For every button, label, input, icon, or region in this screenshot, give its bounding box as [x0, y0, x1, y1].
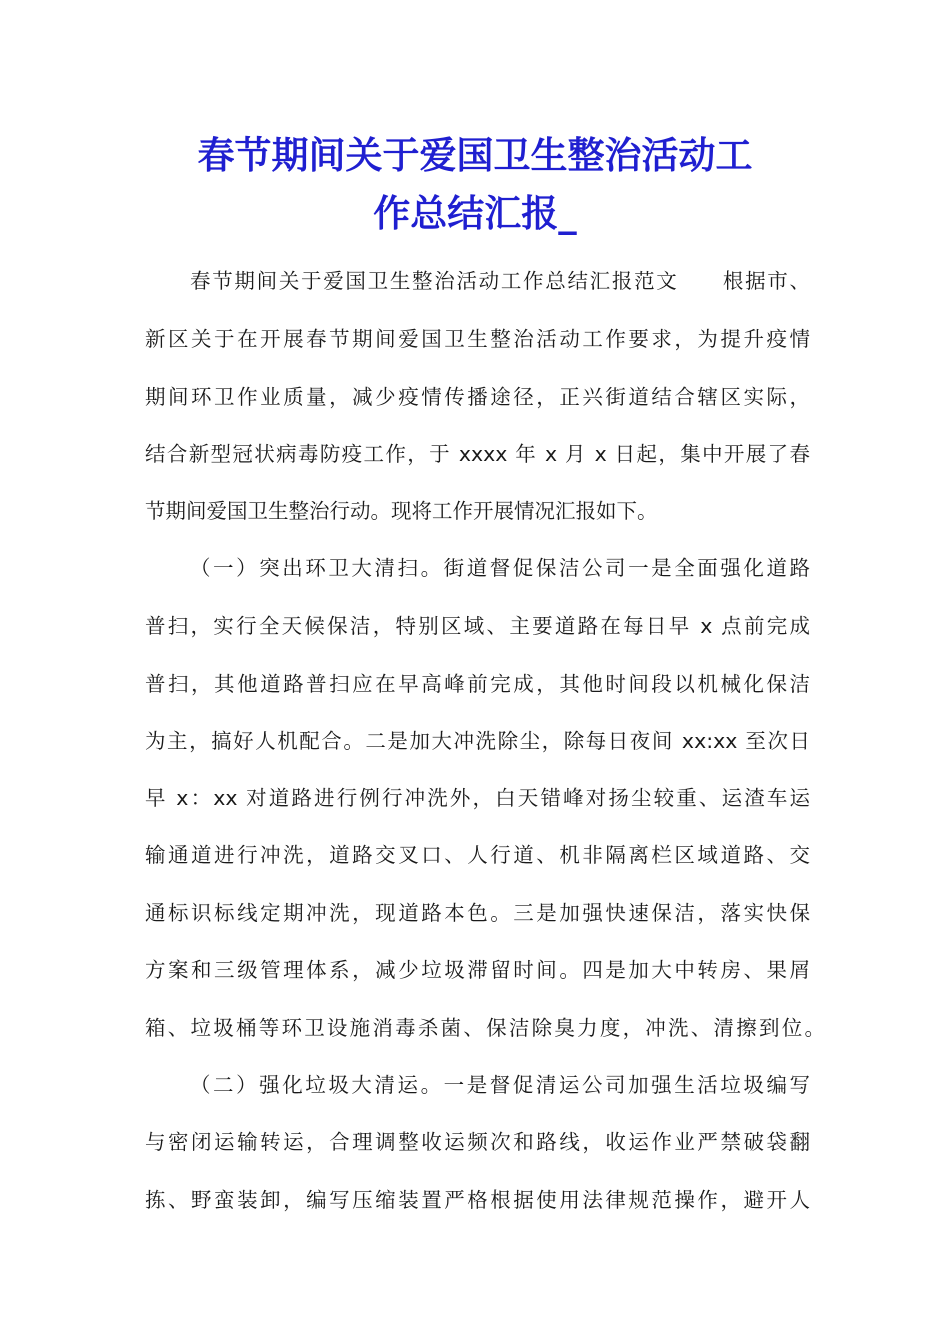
document-title-line-2: 作总结汇报_ — [373, 191, 577, 235]
body-line: （二）强化垃圾大清运。一是督促清运公司加强生活垃圾编写 — [190, 1073, 810, 1097]
body-line: 与密闭运输转运，合理调整收运频次和路线，收运作业严禁破袋翻 — [145, 1130, 810, 1154]
body-line: （一）突出环卫大清扫。街道督促保洁公司一是全面强化道路 — [190, 556, 810, 580]
body-line: 普扫，实行全天候保洁，特别区域、主要道路在每日早 x 点前完成 — [145, 614, 810, 638]
body-line: 新区关于在开展春节期间爱国卫生整治活动工作要求，为提升疫情 — [145, 327, 810, 351]
body-line: 节期间爱国卫生整治行动。现将工作开展情况汇报如下。 — [145, 499, 658, 523]
body-line: 普扫，其他道路普扫应在早高峰前完成，其他时间段以机械化保洁 — [145, 672, 810, 696]
body-line: 早 x：xx 对道路进行例行冲洗外，白天错峰对扬尘较重、运渣车运 — [145, 786, 810, 810]
body-line: 箱、垃圾桶等环卫设施消毒杀菌、保洁除臭力度，冲洗、清擦到位。 — [145, 1016, 825, 1040]
body-line: 春节期间关于爱国卫生整治活动工作总结汇报范文 根据市、 — [190, 269, 810, 293]
body-line: 期间环卫作业质量，减少疫情传播途径，正兴街道结合辖区实际， — [145, 385, 810, 409]
body-line: 方案和三级管理体系，减少垃圾滞留时间。四是加大中转房、果屑 — [145, 958, 810, 982]
body-line: 为主，搞好人机配合。二是加大冲洗除尘，除每日夜间 xx:xx 至次日 — [145, 729, 810, 753]
body-line: 结合新型冠状病毒防疫工作，于 xxxx 年 x 月 x 日起，集中开展了春 — [145, 442, 810, 466]
body-line: 输通道进行冲洗，道路交叉口、人行道、机非隔离栏区域道路、交 — [145, 843, 810, 867]
body-line: 拣、野蛮装卸，编写压缩装置严格根据使用法律规范操作，避开人 — [145, 1188, 810, 1212]
document-title-line-1: 春节期间关于爱国卫生整治活动工 — [197, 133, 753, 177]
body-line: 通标识标线定期冲洗，现道路本色。三是加强快速保洁，落实快保 — [145, 901, 810, 925]
